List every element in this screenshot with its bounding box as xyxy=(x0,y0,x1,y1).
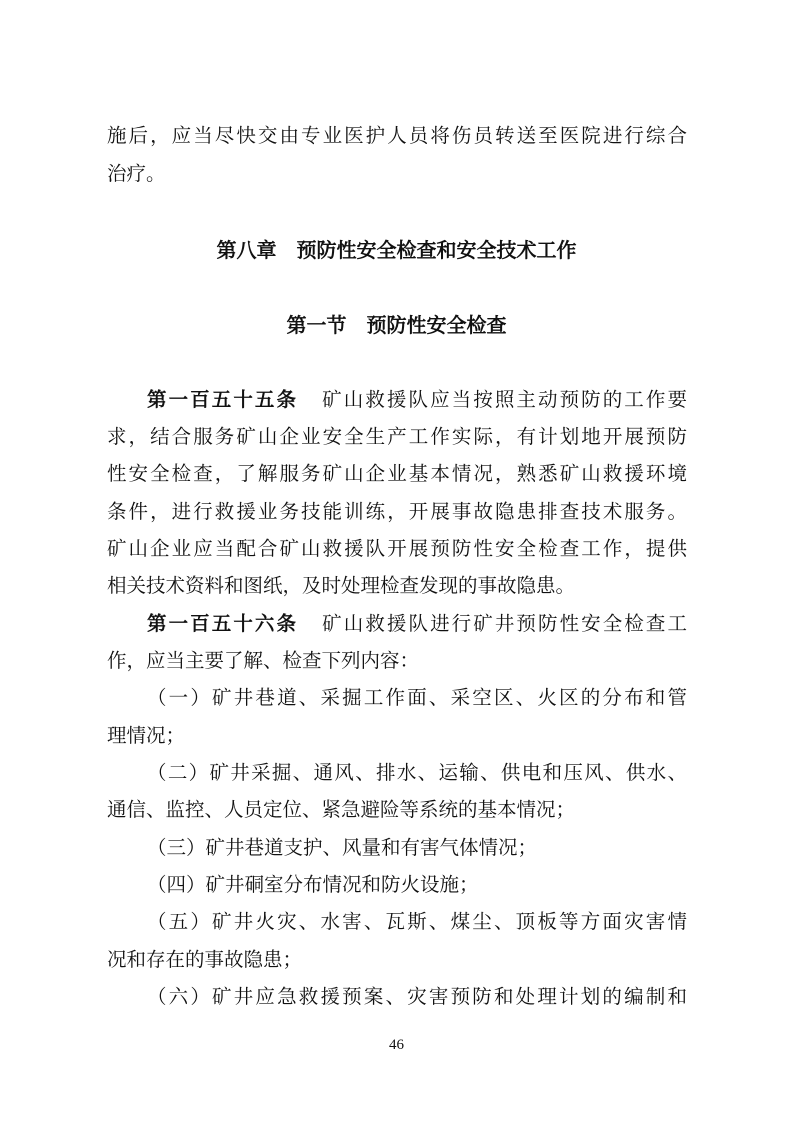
section-title: 第一节 预防性安全检查 xyxy=(286,313,507,337)
paragraph-line: 施后，应当尽快交由专业医护人员将伤员转送至医院进行综合 xyxy=(107,124,687,147)
paragraph-line: 条件，进行救援业务技能训练，开展事故隐患排查技术服务。 xyxy=(107,500,687,523)
article-number: 第一百五十五条 xyxy=(147,388,299,411)
article-155-first-line xyxy=(147,382,687,418)
list-item-continuation: 理情况； xyxy=(107,724,186,747)
list-item: （一）矿井巷道、采掘工作面、采空区、火区的分布和管 xyxy=(147,686,687,709)
list-item: （三）矿井巷道支护、风量和有害气体情况； xyxy=(147,836,538,859)
paragraph-line: 求，结合服务矿山企业安全生产工作实际，有计划地开展预防 xyxy=(107,425,687,448)
article-156-first-line xyxy=(147,606,687,642)
article-text: 矿山救援队应当按照主动预防的工作要 xyxy=(320,388,687,411)
paragraph-line: 相关技术资料和图纸，及时处理检查发现的事故隐患。 xyxy=(107,574,576,597)
chapter-title: 第八章 预防性安全检查和安全技术工作 xyxy=(216,238,577,262)
list-item: （二）矿井采掘、通风、排水、运输、供电和压风、供水、 xyxy=(147,761,687,784)
list-item-continuation: 况和存在的事故隐患； xyxy=(107,948,303,971)
page-number: 46 xyxy=(389,1037,404,1053)
list-item: （五）矿井火灾、水害、瓦斯、煤尘、顶板等方面灾害情 xyxy=(147,910,687,933)
paragraph-line: 治疗。 xyxy=(107,162,166,185)
article-text: 矿山救援队进行矿井预防性安全检查工 xyxy=(320,612,687,635)
paragraph-line: 作，应当主要了解、检查下列内容： xyxy=(107,649,420,672)
paragraph-line: 性安全检查，了解服务矿山企业基本情况，熟悉矿山救援环境 xyxy=(107,462,687,485)
list-item: （六）矿井应急救援预案、灾害预防和处理计划的编制和 xyxy=(147,985,687,1008)
list-item: （四）矿井硐室分布情况和防火设施； xyxy=(147,873,479,896)
paragraph-line: 矿山企业应当配合矿山救援队开展预防性安全检查工作，提供 xyxy=(107,537,687,560)
list-item-continuation: 通信、监控、人员定位、紧急避险等系统的基本情况； xyxy=(107,798,576,821)
article-number: 第一百五十六条 xyxy=(147,612,299,635)
